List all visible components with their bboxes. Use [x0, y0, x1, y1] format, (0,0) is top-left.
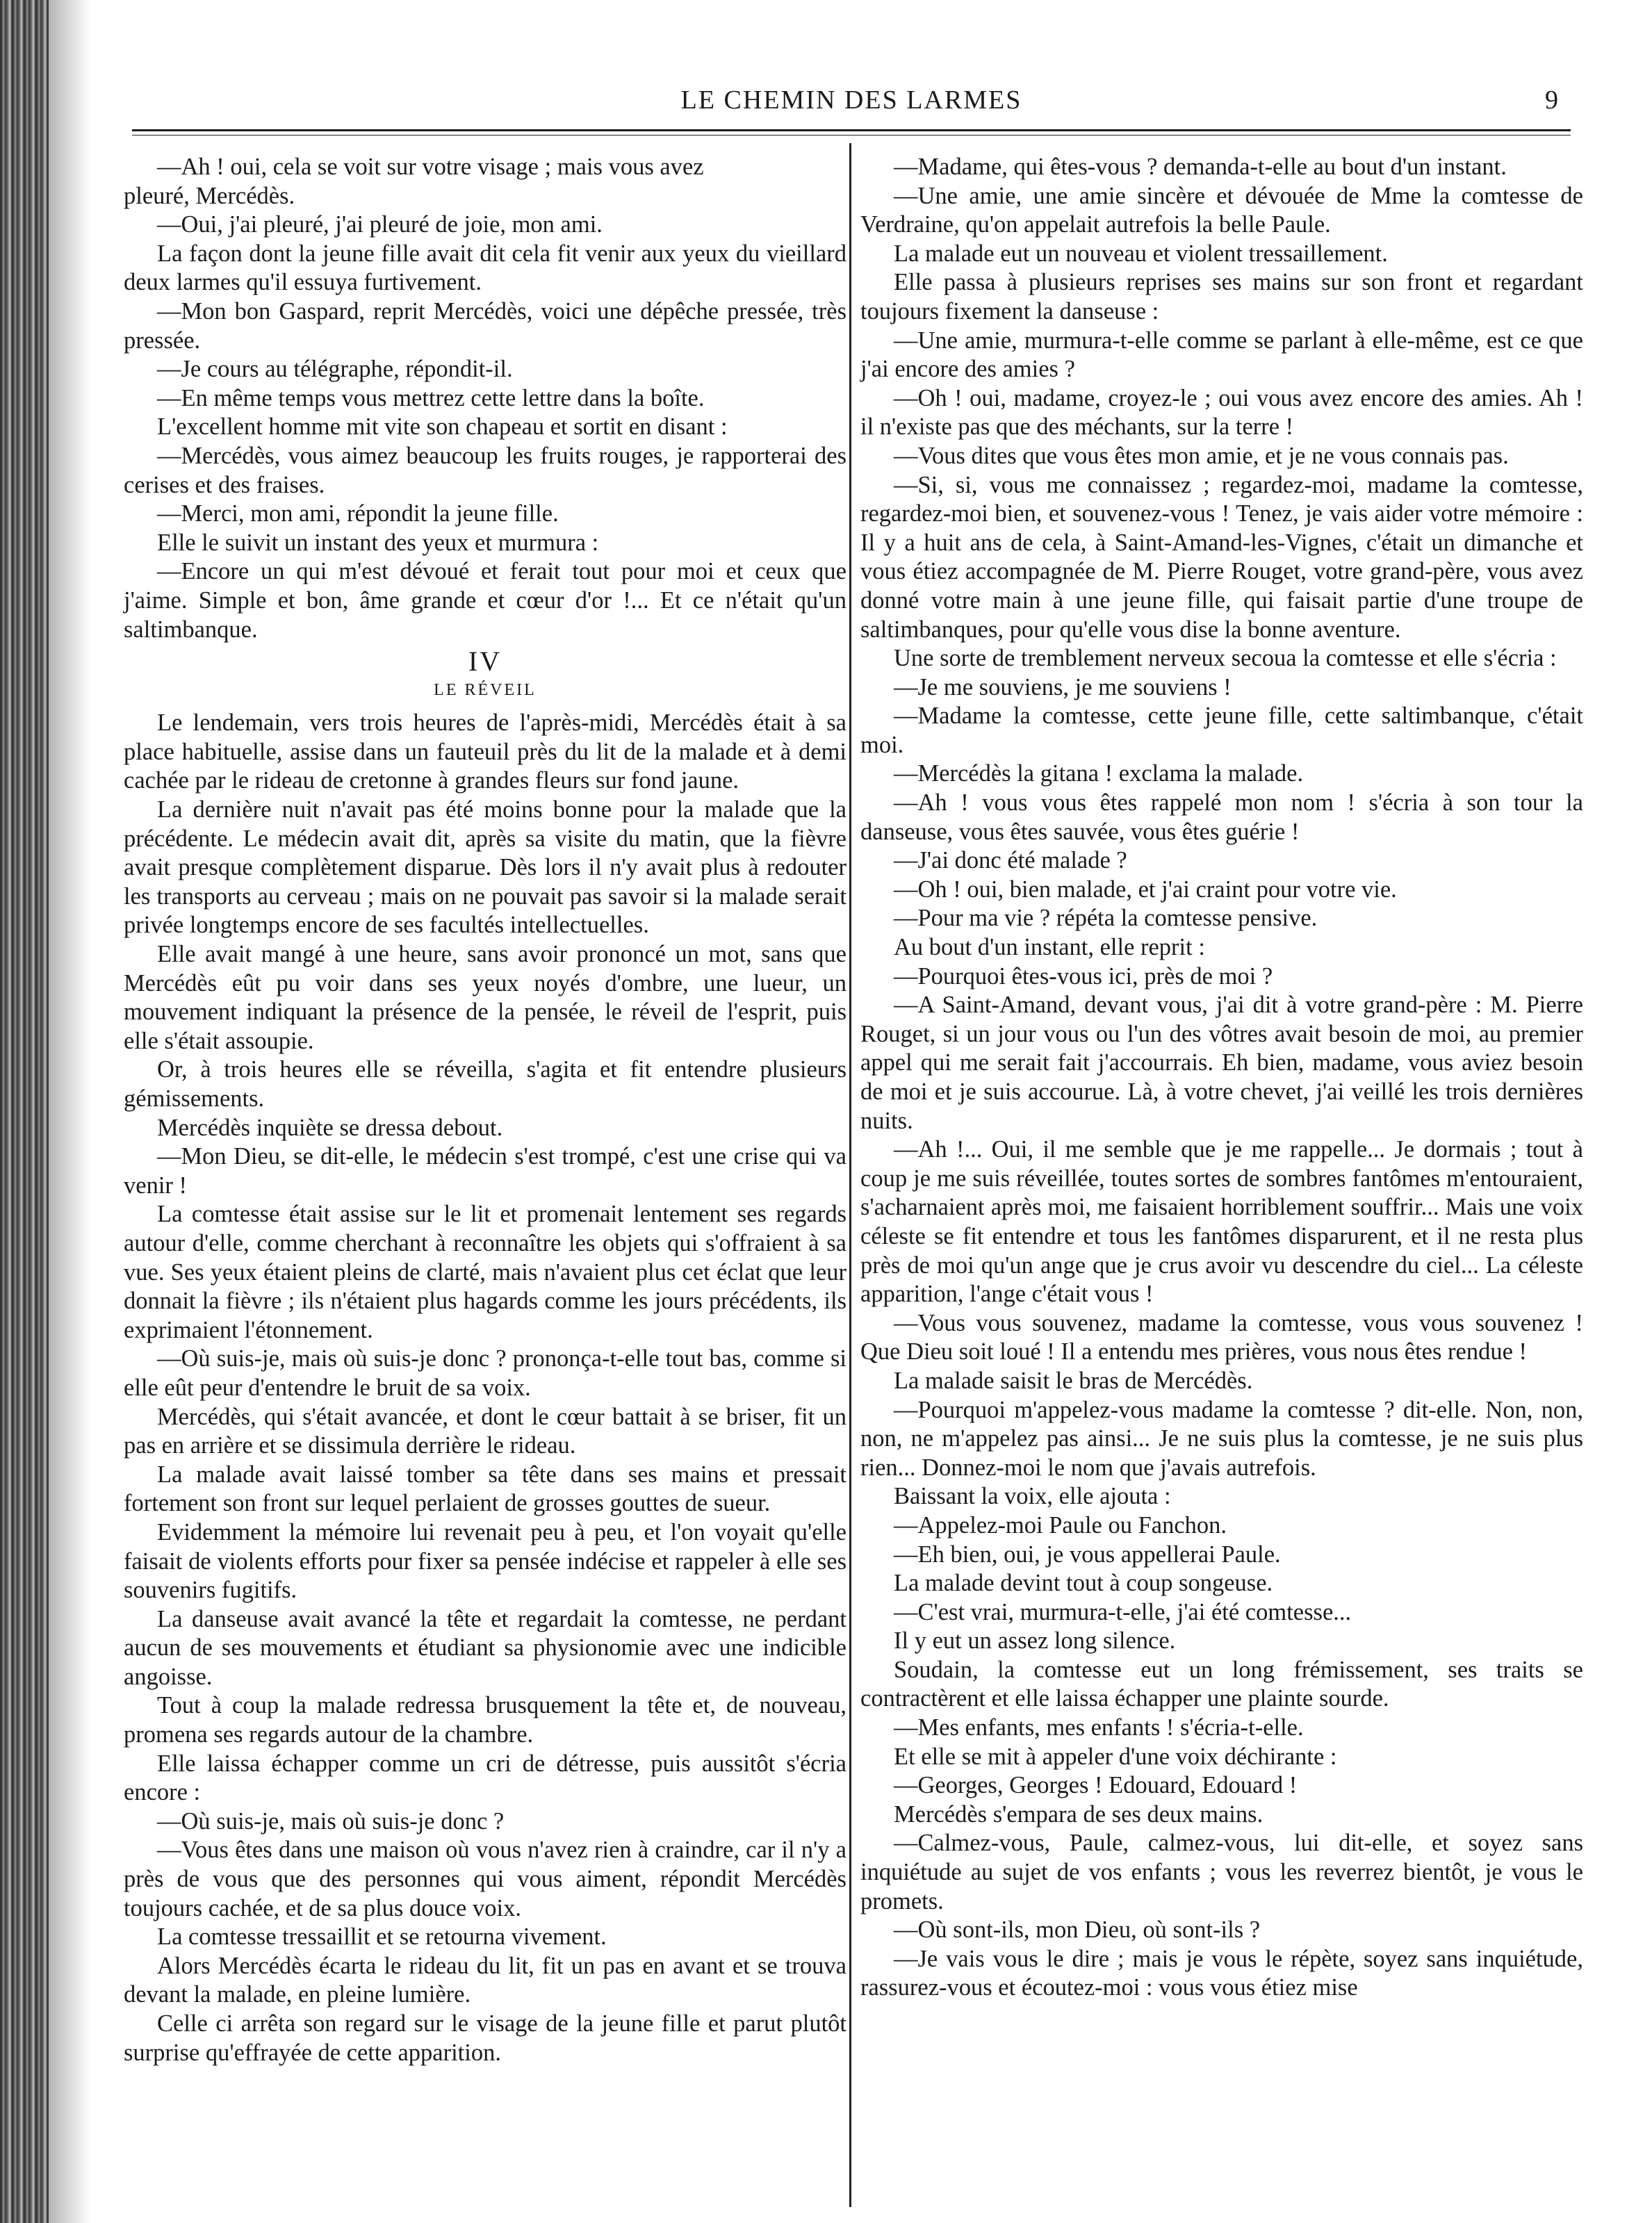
paragraph: —Ah ! vous vous êtes rappelé mon nom ! s'écria à son tour la danseuse, vous êtes sauvée, vous êtes guérie !	[860, 789, 1583, 845]
paragraph: —Je cours au télégraphe, répondit-il.	[157, 356, 513, 383]
binding-shadow	[49, 0, 90, 2223]
paragraph: Alors Mercédès écarta le rideau du lit, fit un pas en avant et se trouva devant la malade, en pleine lumière.	[124, 1952, 847, 2008]
paragraph: —C'est vrai, murmura-t-elle, j'ai été comtesse...	[894, 1598, 1352, 1625]
paragraph: —Où suis-je, mais où suis-je donc ?	[157, 1807, 505, 1835]
paragraph: Mercédès inquiète se dressa debout.	[157, 1114, 503, 1141]
paragraph: Baissant la voix, elle ajouta :	[894, 1483, 1171, 1510]
paragraph: —Pour ma vie ? répéta la comtesse pensive.	[894, 905, 1318, 932]
paragraph: La malade eut un nouveau et violent tressaillement.	[894, 240, 1388, 267]
column-divider	[849, 143, 851, 2207]
paragraph: Une sorte de tremblement nerveux secoua la comtesse et elle s'écria :	[894, 645, 1557, 672]
paragraph: La malade avait laissé tomber sa tête dans ses mains et pressait fortement son front sur lequel perlaient de grosses gouttes de sueur.	[124, 1461, 847, 1517]
paragraph: La dernière nuit n'avait pas été moins bonne pour la malade que la précédente. Le médecin avait dit, après sa visite du matin, que la fièvre avait presque complètement disparue. Dès lors il n'y avait plus à redouter les transports au cerveau ; mais on ne pouvait pas savoir si la malade serait privée longtemps encore de ses facultés intellectuelles.	[124, 796, 847, 939]
header-rule-bottom	[132, 135, 1571, 136]
paragraph: La malade devint tout à coup songeuse.	[894, 1570, 1273, 1597]
paragraph: —Je me souviens, je me souviens !	[894, 673, 1232, 700]
paragraph: —Merci, mon ami, répondit la jeune fille.	[157, 500, 559, 527]
paragraph: La comtesse était assise sur le lit et promenait lentement ses regards autour d'elle, comme cherchant à reconnaître les objets qui s'offraient à sa vue. Ses yeux étaient pleins de clarté, mais n'avaient plus cet éclat que leur donnait la fièvre ; ils n'étaient plus hagards comme les jours précédents, ils exprimaient l'étonnement.	[124, 1201, 847, 1343]
paragraph: Au bout d'un instant, elle reprit :	[894, 934, 1205, 961]
paragraph: —Une amie, murmura-t-elle comme se parlant à elle-même, est ce que j'ai encore des amies ?	[860, 327, 1583, 383]
header-rule-top	[132, 129, 1571, 131]
paragraph: La façon dont la jeune fille avait dit cela fit venir aux yeux du vieillard deux larmes qu'il essuya furtivement.	[124, 240, 847, 296]
paragraph: —Encore un qui m'est dévoué et ferait tout pour moi et ceux que j'aime. Simple et bon, âme grande et cœur d'or !... Et ce n'était qu'un saltimbanque.	[124, 558, 847, 643]
paragraph: —Madame la comtesse, cette jeune fille, cette saltimbanque, c'était moi.	[860, 703, 1583, 758]
paragraph: Mercédès, qui s'était avancée, et dont le cœur battait à se briser, fit un pas en arrière et se dissimula derrière le rideau.	[124, 1403, 847, 1459]
chapter-number: IV	[468, 646, 502, 678]
paragraph: —Oh ! oui, madame, croyez-le ; oui vous avez encore des amies. Ah ! il n'existe pas que des méchants, sur la terre !	[860, 384, 1583, 441]
paragraph: —Mercédès, vous aimez beaucoup les fruits rouges, je rapporterai des cerises et des fraises.	[124, 442, 847, 498]
paragraph: pleuré, Mercédès.	[124, 182, 295, 209]
paragraph: Celle ci arrêta son regard sur le visage de la jeune fille et parut plutôt surprise qu'effrayée de cette apparition.	[124, 2010, 847, 2066]
paragraph: —Vous dites que vous êtes mon amie, et je ne vous connais pas.	[894, 442, 1509, 469]
paragraph: —Mon bon Gaspard, reprit Mercédès, voici une dépêche pressée, très pressée.	[124, 297, 847, 354]
paragraph: Tout à coup la malade redressa brusquement la tête et, de nouveau, promena ses regards autour de la chambre.	[124, 1692, 847, 1748]
paragraph: —Une amie, une amie sincère et dévouée de Mme la comtesse de Verdraine, qu'on appelait autrefois la belle Paule.	[860, 182, 1583, 238]
right-column	[860, 153, 1583, 2003]
paragraph: Et elle se mit à appeler d'une voix déchirante :	[894, 1743, 1337, 1770]
paragraph: Elle le suivit un instant des yeux et murmura :	[157, 529, 599, 556]
paragraph: Le lendemain, vers trois heures de l'après-midi, Mercédès était à sa place habituelle, assise dans un fauteuil près du lit de la malade et à demi cachée par le rideau de cretonne à grandes fleurs sur fond jaune.	[124, 709, 847, 794]
paragraph: —Appelez-moi Paule ou Fanchon.	[894, 1511, 1227, 1539]
paragraph: —Pourquoi êtes-vous ici, près de moi ?	[894, 962, 1273, 990]
paragraph: L'excellent homme mit vite son chapeau et sortit en disant :	[157, 413, 728, 441]
page-number: 9	[1545, 85, 1558, 115]
paragraph: —Où sont-ils, mon Dieu, où sont-ils ?	[894, 1917, 1261, 1944]
paragraph: —Madame, qui êtes-vous ? demanda-t-elle au bout d'un instant.	[894, 154, 1507, 180]
paragraph: La danseuse avait avancé la tête et regardait la comtesse, ne perdant aucun de ses mouvements et étudiant sa physionomie avec une indicible angoisse.	[124, 1605, 847, 1690]
paragraph: —Calmez-vous, Paule, calmez-vous, lui dit-elle, et soyez sans inquiétude au sujet de vos enfants ; vous les reverrez bientôt, je vous le promets.	[860, 1830, 1583, 1914]
paragraph: —Pourquoi m'appelez-vous madame la comtesse ? dit-elle. Non, non, non, ne m'appelez pas ainsi... Je ne suis plus la comtesse, je ne suis plus rien... Donnez-moi le nom que j'avais autrefois.	[860, 1396, 1583, 1481]
page-header	[132, 82, 1571, 124]
paragraph: —A Saint-Amand, devant vous, j'ai dit à votre grand-père : M. Pierre Rouget, si un jour vous ou l'un des vôtres avait besoin de moi, au premier appel qui me serait fait j'accourrais. Eh bien, madame, vous aviez besoin de moi et je suis accourue. Là, à votre chevet, j'ai veillé les trois dernières nuits.	[860, 992, 1583, 1134]
paragraph: Elle passa à plusieurs reprises ses mains sur son front et regardant toujours fixement la danseuse :	[860, 269, 1583, 325]
paragraph: Soudain, la comtesse eut un long frémissement, ses traits se contractèrent et elle laissa échapper une plainte sourde.	[860, 1656, 1583, 1712]
paragraph: Mercédès s'empara de ses deux mains.	[894, 1800, 1263, 1828]
left-column	[124, 153, 847, 2067]
paragraph: —Je vais vous le dire ; mais je vous le répète, soyez sans inquiétude, rassurez-vous et écoutez-moi : vous vous étiez mise	[860, 1945, 1583, 2001]
paragraph: —Mercédès la gitana ! exclama la malade.	[894, 760, 1304, 787]
paragraph: —Ah !... Oui, il me semble que je me rappelle... Je dormais ; tout à coup je me suis réveillée, toutes sortes de sombres fantômes m'entouraient, s'acharnaient après moi, me faisaient horriblement souffrir... Mais une voix céleste se fit entendre et tous les fantômes disparurent, et il ne resta plus près de moi qu'un ange que je crus avoir vu descendre du ciel... La céleste apparition, l'ange c'était vous !	[860, 1136, 1583, 1308]
paragraph: Elle laissa échapper comme un cri de détresse, puis aussitôt s'écria encore :	[124, 1750, 847, 1806]
chapter-title: LE RÉVEIL	[434, 680, 537, 699]
paragraph: Elle avait mangé à une heure, sans avoir prononcé un mot, sans que Mercédès eût pu voir dans ses yeux noyés d'ombre, une lueur, un mouvement indiquant la présence de la pensée, le réveil de l'esprit, puis elle s'était assoupie.	[124, 941, 847, 1054]
paragraph: Evidemment la mémoire lui revenait peu à peu, et l'on voyait qu'elle faisait de violents efforts pour fixer sa pensée indécise et rappeler à elle ses souvenirs fugitifs.	[124, 1518, 847, 1604]
paragraph: Il y eut un assez long silence.	[894, 1627, 1176, 1655]
paragraph: —Mon Dieu, se dit-elle, le médecin s'est trompé, c'est une crise qui va venir !	[124, 1143, 847, 1199]
paragraph: —Mes enfants, mes enfants ! s'écria-t-elle.	[894, 1714, 1304, 1741]
paragraph: —Oh ! oui, bien malade, et j'ai craint pour votre vie.	[894, 876, 1397, 903]
paragraph: La comtesse tressaillit et se retourna vivement.	[157, 1923, 607, 1951]
paragraph: Or, à trois heures elle se réveilla, s'agita et fit entendre plusieurs gémissements.	[124, 1056, 847, 1112]
paragraph: —En même temps vous mettrez cette lettre dans la boîte.	[157, 384, 705, 411]
paragraph: —Vous êtes dans une maison où vous n'avez rien à craindre, car il n'y a près de vous que des personnes qui vous aiment, répondit Mercédès toujours cachée, et de sa plus douce voix.	[124, 1837, 847, 1921]
paragraph: —Eh bien, oui, je vous appellerai Paule.	[894, 1541, 1281, 1568]
book-binding-edge	[0, 0, 49, 2223]
running-title: LE CHEMIN DES LARMES	[680, 85, 1022, 115]
paragraph: —Oui, j'ai pleuré, j'ai pleuré de joie, mon ami.	[157, 211, 603, 238]
paragraph: —Ah ! oui, cela se voit sur votre visage ; mais vous avez	[157, 154, 704, 180]
paragraph: —Vous vous souvenez, madame la comtesse, vous vous souvenez ! Que Dieu soit loué ! Il a entendu mes prières, vous nous êtes rendue !	[860, 1309, 1583, 1365]
paragraph: —Georges, Georges ! Edouard, Edouard !	[894, 1772, 1298, 1799]
paragraph: La malade saisit le bras de Mercédès.	[894, 1367, 1253, 1394]
paragraph: —Où suis-je, mais où suis-je donc ? prononça-t-elle tout bas, comme si elle eût peur d'entendre le bruit de sa voix.	[124, 1345, 847, 1401]
paragraph: —Si, si, vous me connaissez ; regardez-moi, madame la comtesse, regardez-moi bien, et souvenez-vous ! Tenez, je vais aider votre mémoire : Il y a huit ans de cela, à Saint-Amand-les-Vignes, c'était un dimanche et vous étiez accompagnée de M. Pierre Rouget, votre grand-père, vous avez donné votre main à une jeune fille, qui faisait partie d'une troupe de saltimbanques, pour qu'elle vous dise la bonne aventure.	[860, 471, 1583, 643]
paragraph: —J'ai donc été malade ?	[894, 847, 1127, 874]
